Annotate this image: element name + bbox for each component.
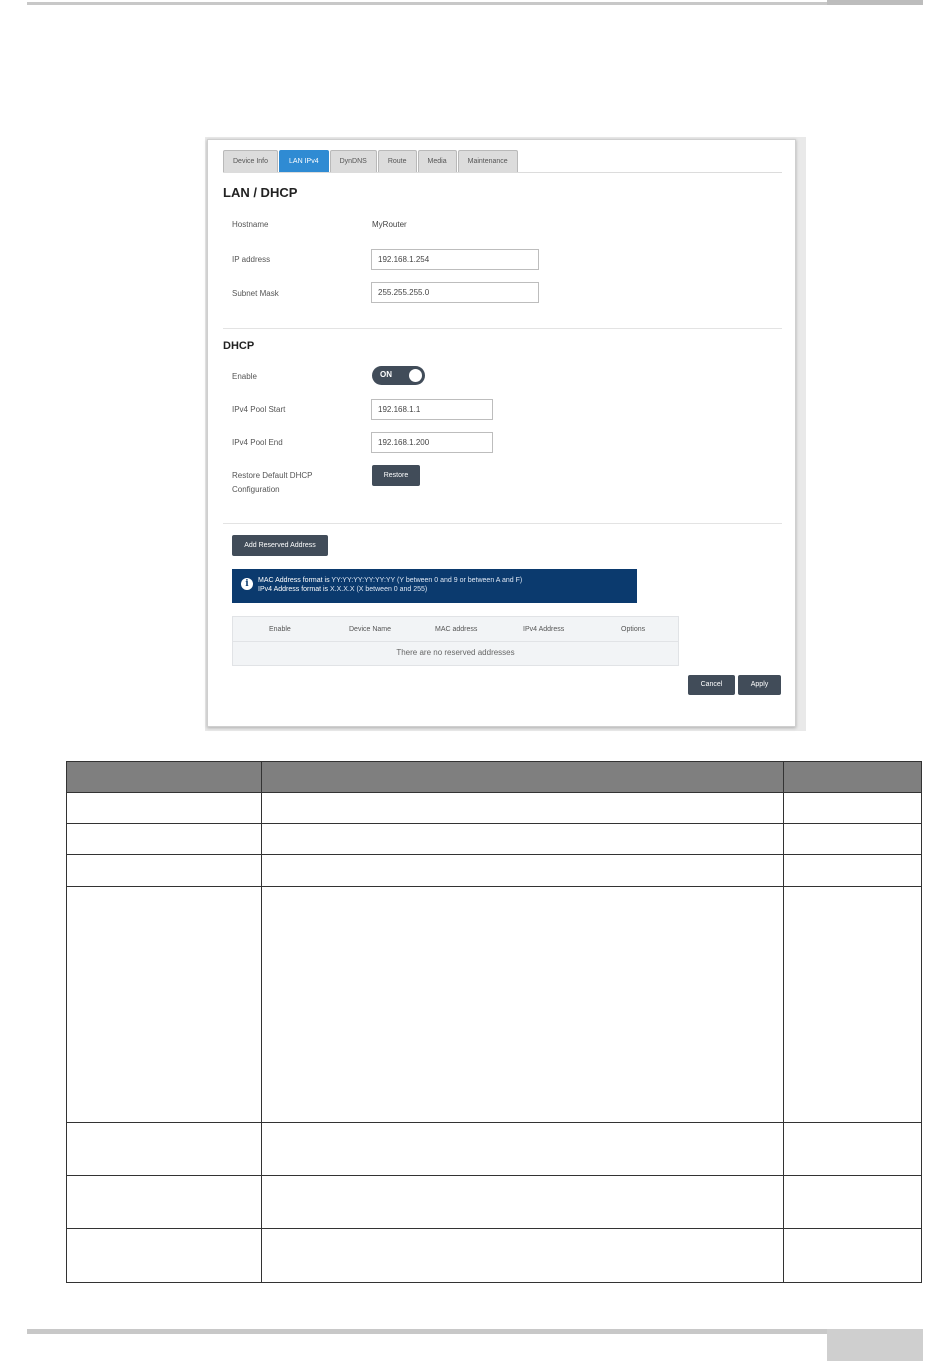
pool-start-label: IPv4 Pool Start	[232, 405, 286, 414]
hostname-value: MyRouter	[372, 220, 407, 229]
table-header-cell-1	[66, 761, 262, 793]
restore-label-line2: Configuration	[232, 485, 280, 494]
table-cell	[783, 854, 922, 887]
table-cell	[783, 823, 922, 855]
ipv4-format-prefix: IPv4 Address format is	[258, 586, 330, 593]
section-divider	[223, 328, 782, 329]
col-options: Options	[621, 626, 646, 633]
info-icon: i	[241, 578, 253, 590]
dhcp-enable-label: Enable	[232, 372, 257, 381]
add-reserved-address-button[interactable]: Add Reserved Address	[232, 535, 328, 556]
router-settings-panel	[207, 139, 796, 727]
section-divider-2	[223, 523, 782, 524]
lan-dhcp-title: LAN / DHCP	[223, 185, 298, 200]
page-number-tab	[827, 1329, 923, 1361]
apply-button[interactable]: Apply	[738, 675, 781, 695]
ipv4-format-detail: X.X.X.X (X between 0 and 255)	[329, 586, 428, 593]
page-top-accent	[827, 0, 923, 5]
col-enable: Enable	[269, 626, 291, 633]
table-cell	[261, 1228, 784, 1283]
col-device-name: Device Name	[349, 626, 392, 633]
col-mac-address: MAC address	[435, 626, 478, 633]
tab-route[interactable]: Route	[378, 150, 417, 172]
table-header-row	[232, 616, 679, 642]
ip-address-field[interactable]: 192.168.1.254	[371, 249, 539, 270]
mac-format-line	[258, 577, 522, 584]
tab-bar	[223, 150, 519, 172]
table-cell	[783, 1228, 922, 1283]
description-table	[66, 761, 922, 1283]
table-cell	[261, 854, 784, 887]
table-cell	[261, 823, 784, 855]
table-cell	[66, 854, 262, 887]
subnet-mask-label: Subnet Mask	[232, 289, 279, 298]
col-ipv4-address: IPv4 Address	[523, 626, 565, 633]
tab-media[interactable]: Media	[418, 150, 457, 172]
tab-lan-ipv4[interactable]: LAN IPv4	[279, 150, 329, 172]
table-header-cell-2	[261, 761, 784, 793]
hostname-label: Hostname	[232, 220, 269, 229]
ipv4-format-line	[258, 586, 427, 593]
table-cell	[66, 1122, 262, 1176]
pool-end-label: IPv4 Pool End	[232, 438, 283, 447]
table-cell	[261, 792, 784, 824]
pool-start-field[interactable]: 192.168.1.1	[371, 399, 493, 420]
dhcp-title: DHCP	[223, 340, 255, 352]
restore-label-line1: Restore Default DHCP	[232, 471, 313, 480]
cancel-button[interactable]: Cancel	[688, 675, 735, 695]
table-cell	[261, 886, 784, 1123]
restore-button[interactable]: Restore	[372, 465, 420, 486]
table-cell	[261, 1175, 784, 1229]
tab-maintenance[interactable]: Maintenance	[458, 150, 518, 172]
mac-format-detail: YY:YY:YY:YY:YY:YY (Y between 0 and 9 or between A and F)	[331, 577, 523, 584]
tab-dyndns[interactable]: DynDNS	[330, 150, 377, 172]
table-cell	[783, 792, 922, 824]
table-cell	[783, 886, 922, 1123]
table-cell	[783, 1175, 922, 1229]
empty-table-message: There are no reserved addresses	[232, 642, 679, 666]
table-cell	[66, 792, 262, 824]
toggle-state-text: ON	[380, 370, 392, 379]
table-header-cell-3	[783, 761, 922, 793]
tab-underline	[223, 172, 782, 173]
toggle-knob	[409, 369, 422, 382]
table-cell	[66, 823, 262, 855]
mac-format-prefix: MAC Address format is	[258, 577, 332, 584]
reserved-addresses-table	[232, 616, 679, 666]
page-bottom-rule	[27, 1329, 923, 1334]
table-cell	[66, 1175, 262, 1229]
table-cell	[783, 1122, 922, 1176]
page-top-rule	[27, 2, 923, 5]
tab-device-info[interactable]: Device Info	[223, 150, 278, 172]
table-cell	[66, 1228, 262, 1283]
dhcp-enable-toggle[interactable]	[372, 366, 425, 385]
ip-address-label: IP address	[232, 255, 271, 264]
subnet-mask-field[interactable]: 255.255.255.0	[371, 282, 539, 303]
table-cell	[66, 886, 262, 1123]
format-info-banner	[232, 569, 637, 603]
table-cell	[261, 1122, 784, 1176]
pool-end-field[interactable]: 192.168.1.200	[371, 432, 493, 453]
